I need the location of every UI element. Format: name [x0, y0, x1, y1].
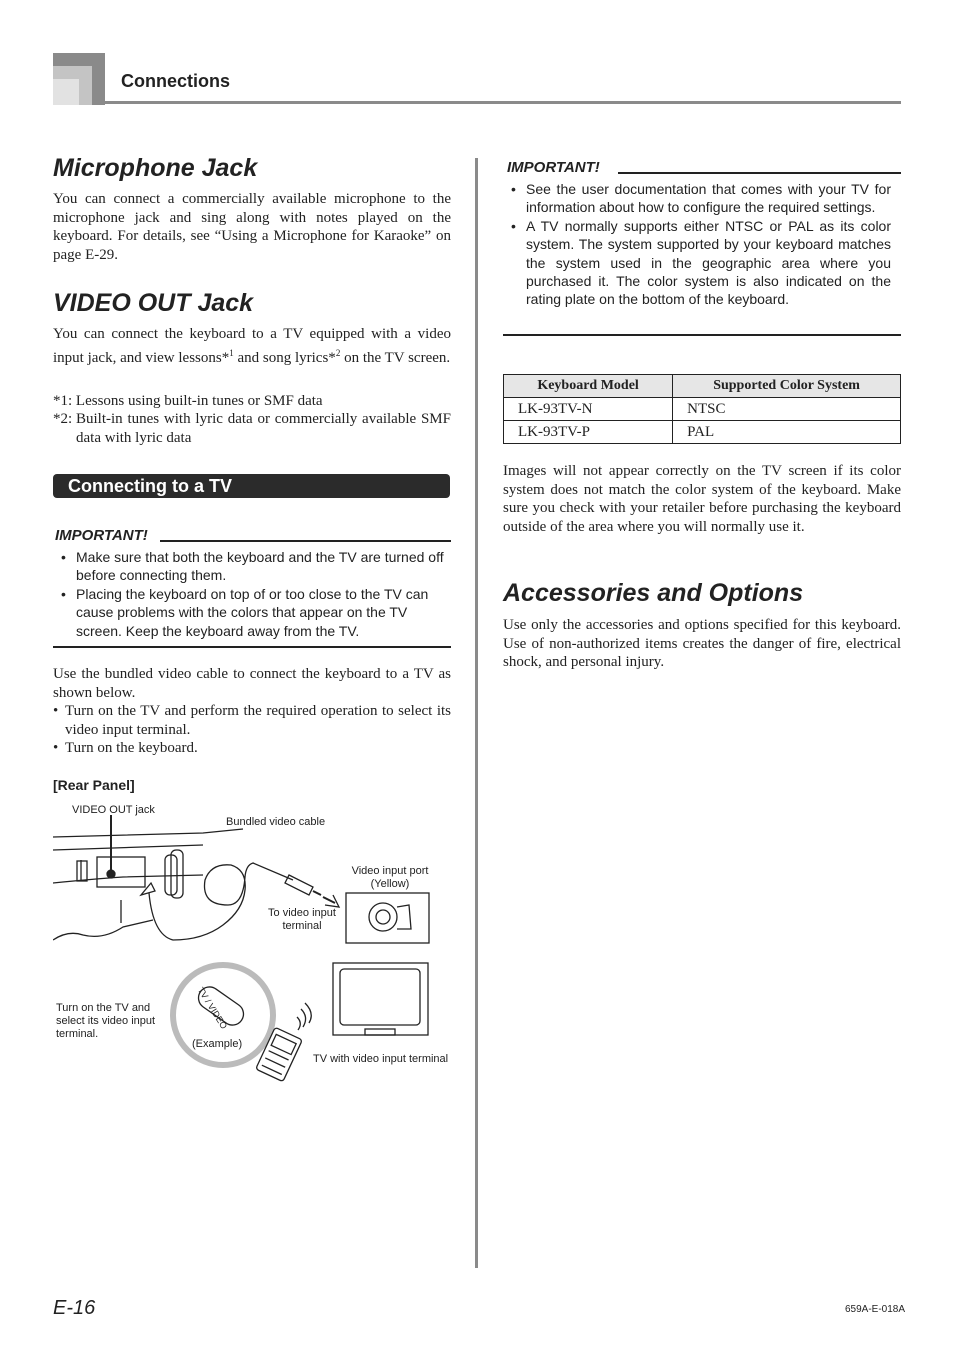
connecting-to-tv-heading: Connecting to a TV	[53, 474, 450, 498]
important-bottom-rule-right	[503, 334, 901, 336]
connection-diagram	[53, 795, 453, 1095]
table-cell: LK-93TV-P	[504, 421, 673, 444]
rear-panel-title: [Rear Panel]	[53, 777, 135, 793]
connect-intro: Use the bundled video cable to connect the keyboard to a TV as shown below.	[53, 666, 451, 701]
page-number: E-16	[53, 1297, 96, 1319]
table-header-row	[504, 375, 901, 398]
table-row	[504, 421, 901, 444]
color-system-table	[503, 374, 901, 444]
color-system-note: Images will not appear correctly on the TV screen if its color system does not match the color system of the keyboard. Make sure you check with your retailer before purchasing the keyboard outside of the area where you will normally use it.	[503, 463, 901, 535]
list-item: • Placing the keyboard on top of or too close to the TV can cause problems with the colors that appear on the TV screen. Keep the keyboard away from the TV.	[53, 585, 445, 640]
input-port-label: Video input port (Yellow)	[351, 865, 429, 890]
table-cell: NTSC	[673, 398, 901, 421]
table-row	[504, 398, 901, 421]
video-out-heading: VIDEO OUT Jack	[53, 289, 254, 317]
video-out-text: You can connect the keyboard to a TV equipped with a video input jack, and view lessons*$^1$ and song lyrics*$^2$ on the TV screen.	[53, 326, 451, 366]
important-title-right: IMPORTANT!	[507, 159, 608, 176]
table-cell: LK-93TV-N	[504, 398, 673, 421]
important-list-left	[53, 548, 445, 640]
step-2: • Turn on the keyboard.	[53, 740, 198, 756]
tv-video-label: TV / VIDEO	[195, 985, 230, 1031]
accessories-heading: Accessories and Options	[503, 579, 804, 607]
cable-label: Bundled video cable	[226, 816, 326, 828]
tv-label: TV with video input terminal	[313, 1053, 449, 1065]
header-decoration	[53, 53, 105, 105]
video-out-jack-label: VIDEO OUT jack	[72, 804, 155, 816]
important-bottom-rule	[53, 646, 451, 648]
table-cell: PAL	[673, 421, 901, 444]
to-terminal-label: To video input terminal	[268, 907, 336, 932]
list-item: • A TV normally supports either NTSC or PAL as its color system. The system supported by your keyboard matches the system used in the geographic area where you purchased it. The color system is also indicated on the rating plate on the bottom of the keyboard.	[503, 217, 891, 309]
list-item: • Make sure that both the keyboard and the TV are turned off before connecting them.	[53, 548, 445, 585]
important-top-rule	[160, 540, 451, 542]
microphone-jack-heading: Microphone Jack	[53, 154, 258, 182]
header-cell: Supported Color System	[673, 375, 901, 398]
important-top-rule-right	[618, 172, 901, 174]
header-cell: Keyboard Model	[504, 375, 673, 398]
header-rule	[105, 101, 901, 104]
section-header: Connections	[121, 71, 231, 91]
footnote-2: *2: Built-in tunes with lyric data or commercially available SMF data with lyric data	[53, 411, 451, 446]
example-label: (Example)	[192, 1038, 243, 1050]
important-list-right	[503, 180, 891, 309]
column-divider	[475, 158, 478, 1268]
accessories-text: Use only the accessories and options specified for this keyboard. Use of non-authorized items creates the danger of fire, electrical shock, and personal injury.	[503, 617, 901, 671]
turn-on-label: Turn on the TV and select its video input terminal.	[56, 1002, 156, 1040]
step-1: • Turn on the TV and perform the required operation to select its video input terminal.	[53, 703, 451, 738]
microphone-jack-text: You can connect a commercially available microphone to the microphone jack and sing along with notes played on the keyboard. For details, see “Using a Microphone for Karaoke” on page E-29.	[53, 191, 451, 263]
important-title-left: IMPORTANT!	[55, 527, 156, 544]
footnote-1: *1: Lessons using built-in tunes or SMF data	[53, 393, 323, 409]
list-item: • See the user documentation that comes with your TV for information about how to configure the required settings.	[503, 180, 891, 217]
document-code: 659A-E-018A	[845, 1304, 906, 1315]
